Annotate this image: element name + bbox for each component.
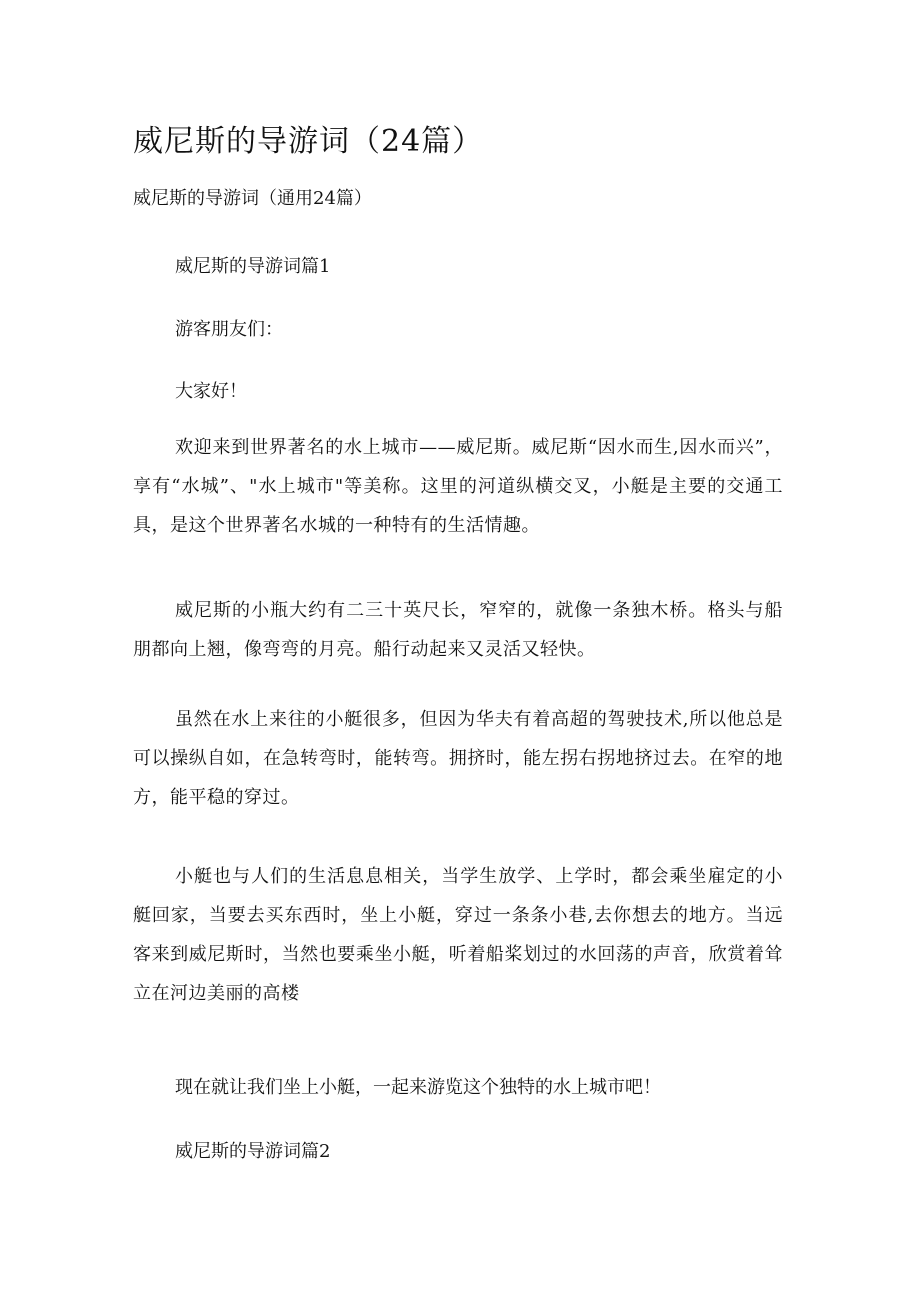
document-subtitle: 威尼斯的导游词（通用24篇） [133, 188, 372, 209]
paragraph-daily-life: 小艇也与人们的生活息息相关，当学生放学、上学时，都会乘坐雇定的小艇回家，当要去买东西时，坐上小艇，穿过一条条小巷,去你想去的地方。当远客来到威尼斯时，当然也要乘坐小艇，听着船桨划过的水回荡的声音，欣赏着耸立在河边美丽的高楼 [133, 866, 783, 1004]
closing-line: 现在就让我们坐上小艇，一起来游览这个独特的水上城市吧！ [175, 1077, 661, 1098]
section-heading-2: 威尼斯的导游词篇2 [175, 1141, 331, 1162]
greeting-line: 游客朋友们： [175, 319, 283, 340]
document-title: 威尼斯的导游词（24篇） [133, 124, 484, 159]
section-heading-1: 威尼斯的导游词篇1 [175, 256, 331, 277]
paragraph-boat-shape: 威尼斯的小瓶大约有二三十英尺长，窄窄的，就像一条独木桥。格头与船朋都向上翘，像弯弯的月亮。船行动起来又灵活又轻快。 [133, 600, 783, 660]
paragraph-welcome: 欢迎来到世界著名的水上城市——威尼斯。威尼斯“因水而生,因水而兴”，享有“水城”、"水上城市"等美称。这里的河道纵横交叉，小艇是主要的交通工具，是这个世界著名水城的一种特有的生活情趣。 [133, 437, 783, 536]
hello-line: 大家好！ [175, 381, 247, 402]
paragraph-boat-skill: 虽然在水上来往的小艇很多，但因为华夫有着高超的驾驶技术,所以他总是可以操纵自如，在急转弯时，能转弯。拥挤时，能左拐右拐地挤过去。在窄的地方，能平稳的穿过。 [133, 709, 783, 808]
